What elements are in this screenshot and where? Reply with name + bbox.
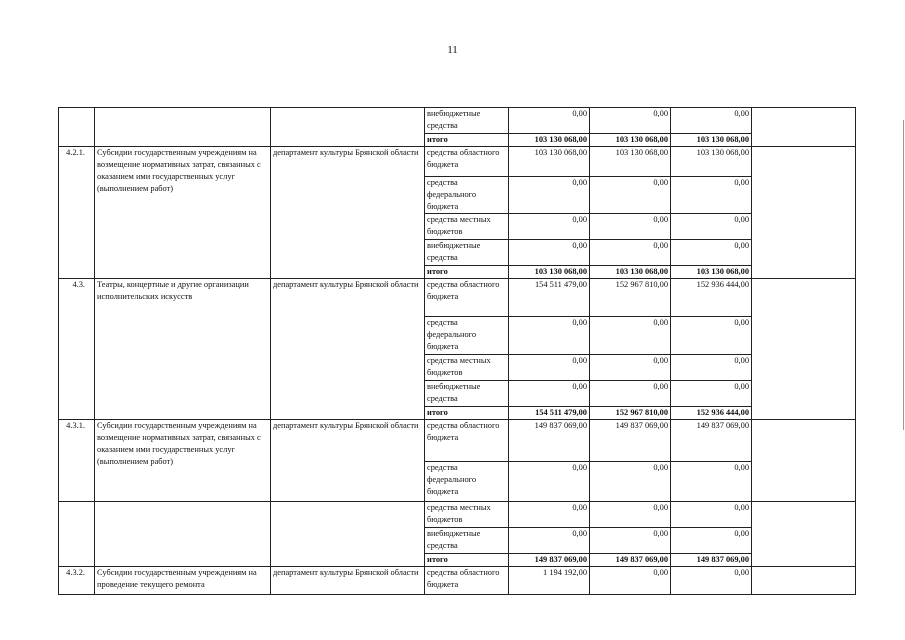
value-cell: 0,00 bbox=[509, 502, 590, 528]
value-cell: 0,00 bbox=[671, 381, 752, 407]
row-title: Субсидии государственным учреждениям на возмещение нормативных затрат, связанных с оказанием ими государственных услуг (выполнением работ) bbox=[95, 147, 271, 279]
row-index: 4.2.1. bbox=[59, 147, 95, 279]
value-cell: 154 511 479,00 bbox=[509, 407, 590, 420]
value-cell: 0,00 bbox=[509, 528, 590, 554]
blank-cell bbox=[752, 420, 856, 502]
value-cell: 0,00 bbox=[590, 214, 671, 240]
blank-cell bbox=[752, 567, 856, 595]
value-cell: 0,00 bbox=[509, 177, 590, 214]
value-cell: 0,00 bbox=[671, 177, 752, 214]
value-cell: 149 837 069,00 bbox=[671, 420, 752, 462]
value-cell: 152 967 810,00 bbox=[590, 407, 671, 420]
value-cell: 149 837 069,00 bbox=[509, 420, 590, 462]
value-cell: 0,00 bbox=[590, 502, 671, 528]
value-cell: 0,00 bbox=[590, 567, 671, 595]
row-department: департамент культуры Брянской области bbox=[271, 147, 425, 279]
row-department: департамент культуры Брянской области bbox=[271, 420, 425, 502]
source-cell: итого bbox=[425, 266, 509, 279]
value-cell: 103 130 068,00 bbox=[590, 147, 671, 177]
source-cell: внебюджетные средства bbox=[425, 381, 509, 407]
source-cell: средства областного бюджета bbox=[425, 420, 509, 462]
value-cell: 103 130 068,00 bbox=[671, 147, 752, 177]
source-cell: внебюджетные средства bbox=[425, 108, 509, 134]
value-cell: 0,00 bbox=[509, 240, 590, 266]
row-index: 4.3. bbox=[59, 279, 95, 420]
source-cell: итого bbox=[425, 554, 509, 567]
source-cell: внебюджетные средства bbox=[425, 528, 509, 554]
value-cell: 103 130 068,00 bbox=[671, 134, 752, 147]
value-cell: 149 837 069,00 bbox=[509, 554, 590, 567]
value-cell: 103 130 068,00 bbox=[509, 266, 590, 279]
value-cell: 103 130 068,00 bbox=[509, 147, 590, 177]
row-index bbox=[59, 108, 95, 147]
value-cell: 0,00 bbox=[590, 528, 671, 554]
row-department: департамент культуры Брянской области bbox=[271, 279, 425, 420]
value-cell: 149 837 069,00 bbox=[590, 554, 671, 567]
value-cell: 149 837 069,00 bbox=[671, 554, 752, 567]
row-title-empty bbox=[95, 502, 271, 567]
row-index: 4.3.2. bbox=[59, 567, 95, 595]
row-title: Субсидии государственным учреждениям на возмещение нормативных затрат, связанных с оказанием ими государственных услуг (выполнением работ) bbox=[95, 420, 271, 502]
blank-cell bbox=[752, 108, 856, 147]
source-cell: средства местных бюджетов bbox=[425, 355, 509, 381]
value-cell: 0,00 bbox=[671, 462, 752, 502]
source-cell: средства областного бюджета bbox=[425, 147, 509, 177]
row-department: департамент культуры Брянской области bbox=[271, 567, 425, 595]
value-cell: 0,00 bbox=[671, 567, 752, 595]
source-cell: средства местных бюджетов bbox=[425, 214, 509, 240]
source-cell: средства федерального бюджета bbox=[425, 317, 509, 355]
scan-edge-line bbox=[903, 120, 904, 430]
value-cell: 0,00 bbox=[671, 317, 752, 355]
value-cell: 0,00 bbox=[590, 240, 671, 266]
value-cell: 0,00 bbox=[590, 462, 671, 502]
value-cell: 0,00 bbox=[671, 240, 752, 266]
budget-table bbox=[58, 107, 856, 595]
row-title bbox=[95, 108, 271, 147]
value-cell: 154 511 479,00 bbox=[509, 279, 590, 317]
value-cell: 103 130 068,00 bbox=[509, 134, 590, 147]
value-cell: 152 936 444,00 bbox=[671, 279, 752, 317]
value-cell: 0,00 bbox=[590, 108, 671, 134]
row-index: 4.3.1. bbox=[59, 420, 95, 502]
value-cell: 149 837 069,00 bbox=[590, 420, 671, 462]
row-title: Театры, концертные и другие организации исполнительских искусств bbox=[95, 279, 271, 420]
table-row bbox=[59, 108, 856, 134]
value-cell: 0,00 bbox=[590, 177, 671, 214]
source-cell: внебюджетные средства bbox=[425, 240, 509, 266]
value-cell: 103 130 068,00 bbox=[590, 266, 671, 279]
value-cell: 103 130 068,00 bbox=[671, 266, 752, 279]
source-cell: средства областного бюджета bbox=[425, 567, 509, 595]
table-row bbox=[59, 147, 856, 177]
source-cell: средства областного бюджета bbox=[425, 279, 509, 317]
value-cell: 0,00 bbox=[509, 381, 590, 407]
source-cell: итого bbox=[425, 407, 509, 420]
value-cell: 152 936 444,00 bbox=[671, 407, 752, 420]
row-department-empty bbox=[271, 502, 425, 567]
value-cell: 0,00 bbox=[509, 462, 590, 502]
value-cell: 0,00 bbox=[671, 528, 752, 554]
table-row bbox=[59, 279, 856, 317]
page-number: 11 bbox=[447, 44, 458, 56]
value-cell: 0,00 bbox=[590, 355, 671, 381]
row-index-empty bbox=[59, 502, 95, 567]
value-cell: 0,00 bbox=[509, 214, 590, 240]
table-row bbox=[59, 420, 856, 462]
value-cell: 1 194 192,00 bbox=[509, 567, 590, 595]
value-cell: 0,00 bbox=[671, 108, 752, 134]
source-cell: средства федерального бюджета bbox=[425, 177, 509, 214]
value-cell: 0,00 bbox=[671, 502, 752, 528]
table-row bbox=[59, 567, 856, 595]
value-cell: 0,00 bbox=[509, 317, 590, 355]
value-cell: 0,00 bbox=[671, 355, 752, 381]
value-cell: 0,00 bbox=[590, 381, 671, 407]
table-row bbox=[59, 502, 856, 528]
row-department bbox=[271, 108, 425, 147]
blank-cell bbox=[752, 147, 856, 279]
value-cell: 0,00 bbox=[509, 108, 590, 134]
source-cell: средства федерального бюджета bbox=[425, 462, 509, 502]
value-cell: 103 130 068,00 bbox=[590, 134, 671, 147]
value-cell: 0,00 bbox=[509, 355, 590, 381]
source-cell: средства местных бюджетов bbox=[425, 502, 509, 528]
blank-cell bbox=[752, 502, 856, 567]
value-cell: 0,00 bbox=[671, 214, 752, 240]
source-cell: итого bbox=[425, 134, 509, 147]
blank-cell bbox=[752, 279, 856, 420]
value-cell: 0,00 bbox=[590, 317, 671, 355]
row-title: Субсидии государственным учреждениям на проведение текущего ремонта bbox=[95, 567, 271, 595]
value-cell: 152 967 810,00 bbox=[590, 279, 671, 317]
